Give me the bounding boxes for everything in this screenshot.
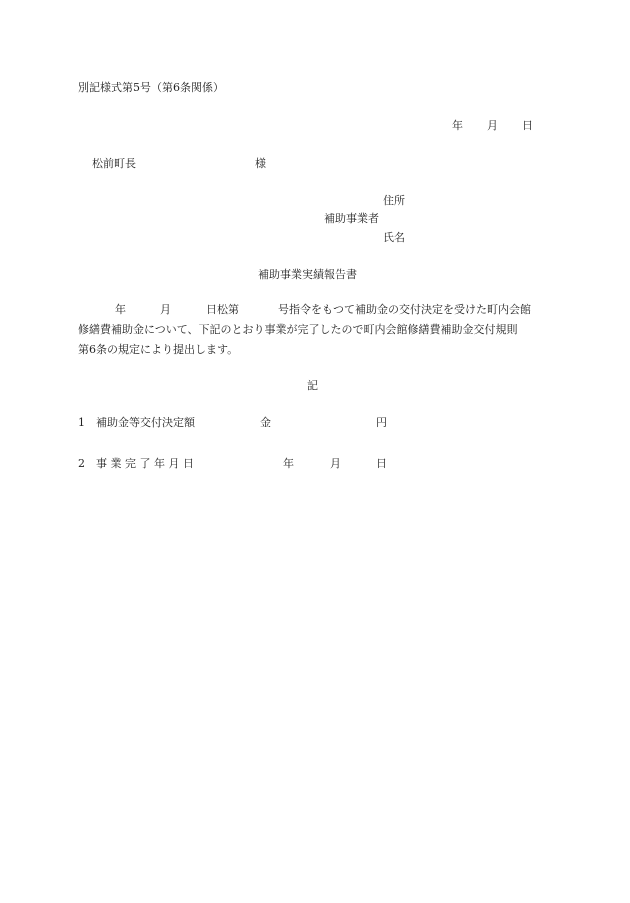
applicant-role-label: 補助事業者 — [324, 212, 379, 225]
body-line-3 — [78, 343, 553, 363]
item-1-prefix: 金 — [260, 416, 271, 429]
body-line3-text: 第6条の規定により提出します。 — [78, 343, 239, 356]
item-2-year: 年 — [283, 457, 294, 470]
body-line1-text: 号指令をもつて補助金の交付決定を受けた町内会館 — [278, 303, 531, 316]
address-label: 住所 — [383, 194, 405, 207]
body-year: 年 — [115, 303, 126, 316]
item-2-month: 月 — [330, 457, 341, 470]
body-paragraph — [78, 303, 553, 363]
item-2-day: 日 — [376, 457, 387, 470]
item-2-number: 2 — [78, 457, 85, 470]
form-label: 別記様式第5号（第6条関係） — [78, 81, 224, 94]
body-line-2 — [78, 323, 553, 343]
date-month: 月 — [487, 119, 498, 132]
date-year: 年 — [452, 119, 463, 132]
name-label: 氏名 — [383, 231, 405, 244]
addressee-name: 松前町長 — [92, 157, 136, 170]
body-day-ref: 日松第 — [206, 303, 239, 316]
document-title: 補助事業実績報告書 — [258, 268, 357, 281]
date-day: 日 — [522, 119, 533, 132]
ki-heading: 記 — [307, 379, 318, 392]
item-1-suffix: 円 — [376, 416, 387, 429]
body-line-1 — [78, 303, 553, 323]
item-2-label: 事 業 完 了 年 月 日 — [96, 457, 194, 470]
addressee-honorific: 様 — [255, 157, 266, 170]
item-1-number: 1 — [78, 416, 85, 429]
body-line2-text: 修繕費補助金について、下記のとおり事業が完了したので町内会館修繕費補助金交付規則 — [78, 323, 518, 336]
body-month: 月 — [160, 303, 171, 316]
item-1-label: 補助金等交付決定額 — [96, 416, 195, 429]
